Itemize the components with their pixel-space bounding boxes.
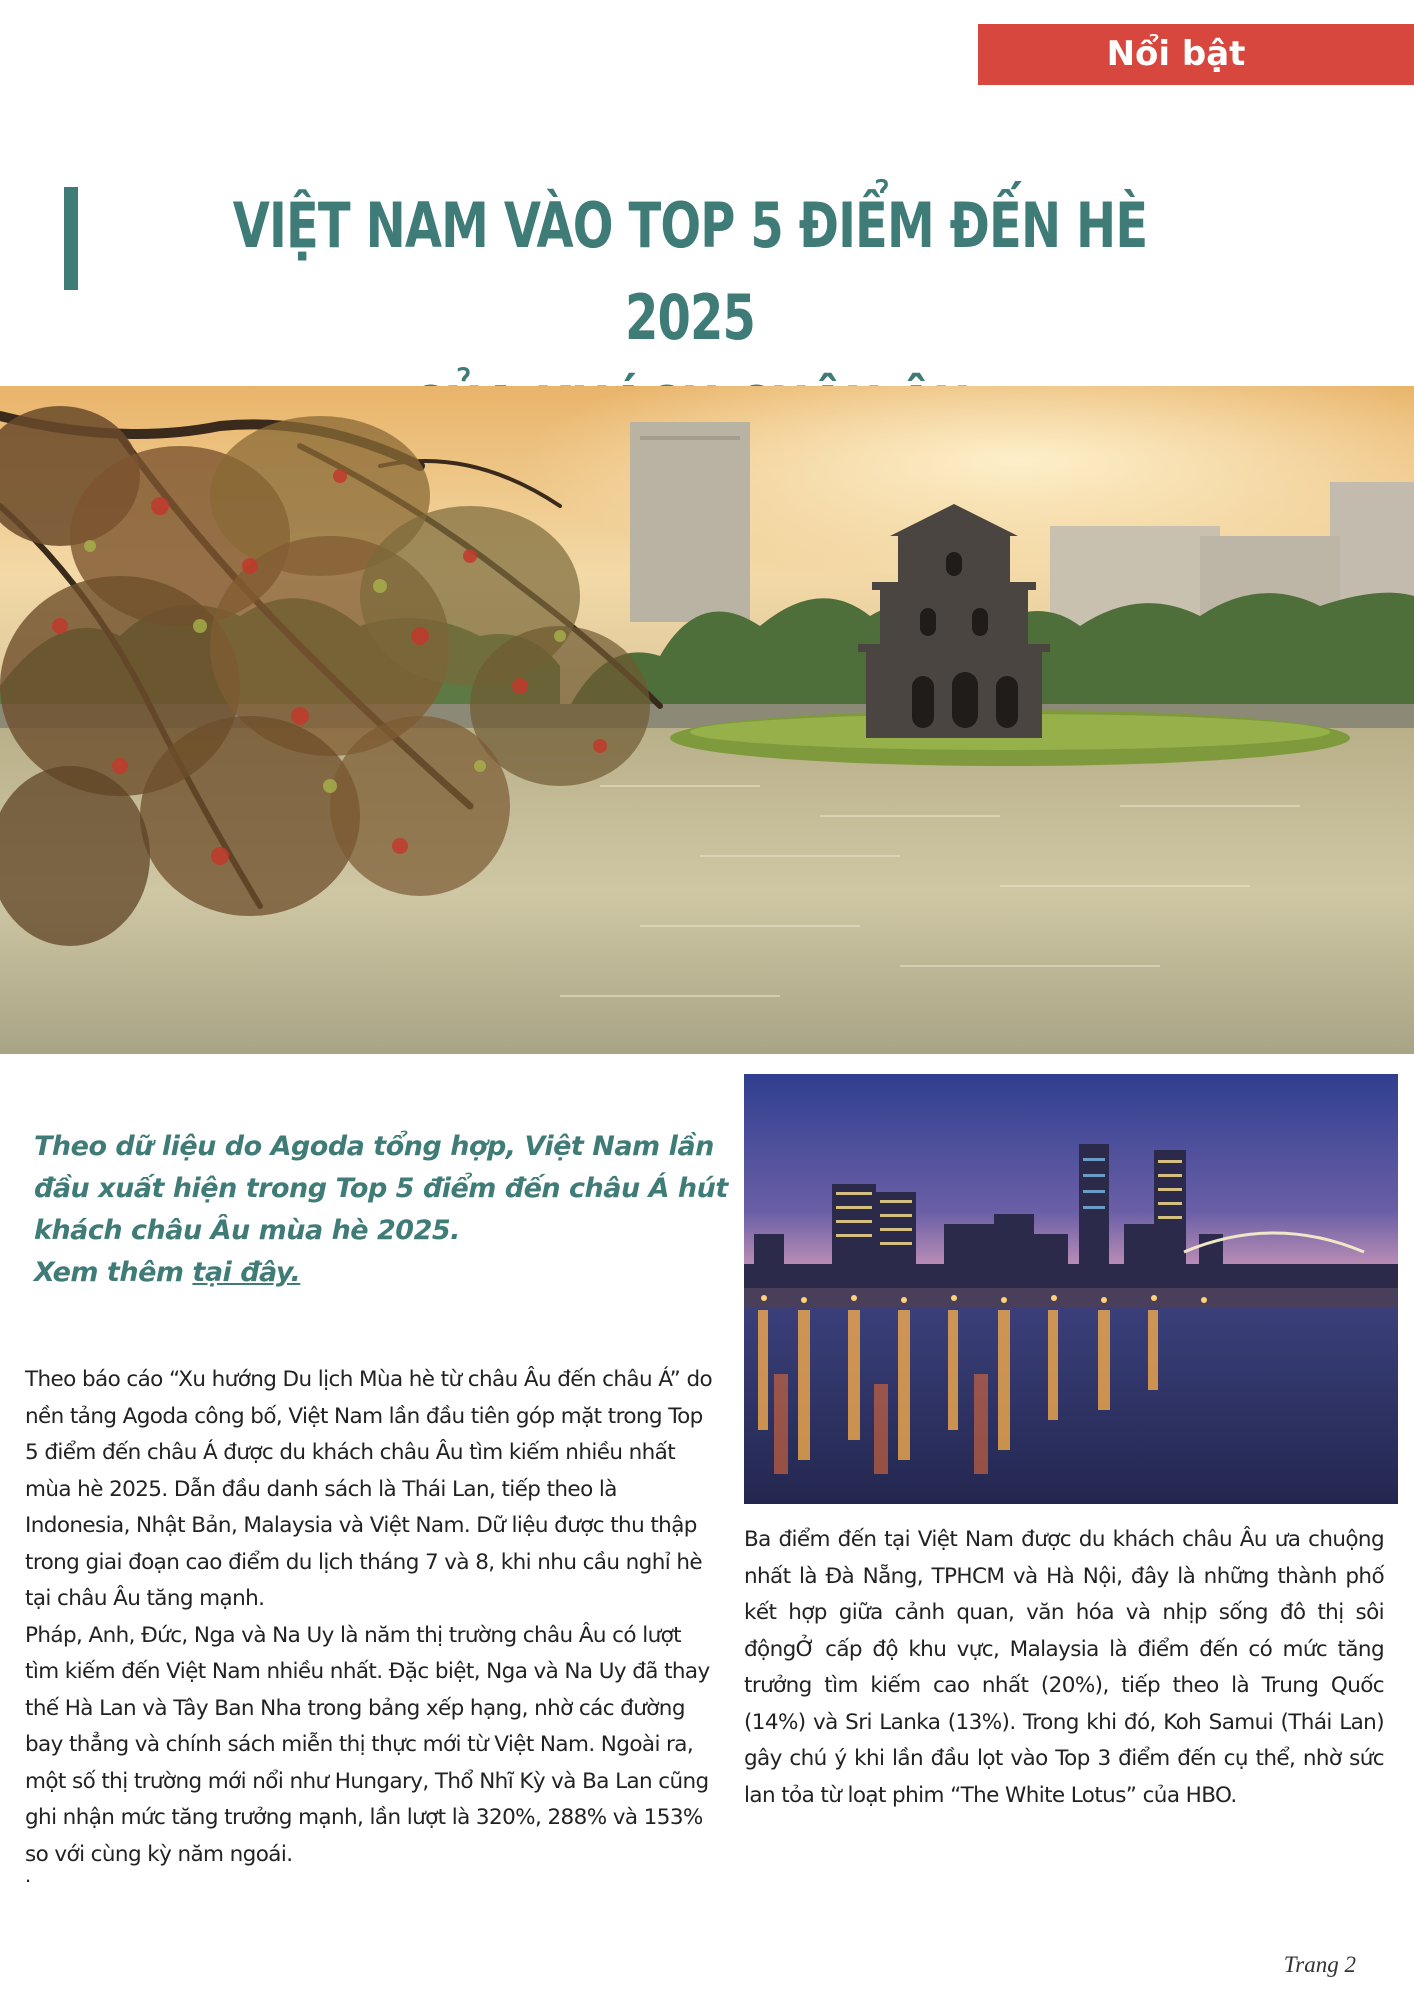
left-column — [25, 1362, 715, 1873]
page-number: Trang 2 — [1283, 1952, 1356, 1977]
title-accent-bar — [64, 187, 78, 290]
lead-text: Theo dữ liệu do Agoda tổng hợp, Việt Nam lần đầu xuất hiện trong Top 5 điểm đến châu Á hút khách châu Âu mùa hè 2025. — [34, 1131, 728, 1246]
read-more-link[interactable]: tại đây. — [192, 1257, 301, 1288]
trailing-dot: . — [25, 1862, 32, 1887]
hero-photo-hoan-kiem-lake — [0, 386, 1414, 1054]
city-night-photo — [744, 1074, 1398, 1504]
section-badge: Nổi bật — [978, 24, 1414, 85]
left-paragraph-2: Pháp, Anh, Đức, Nga và Na Uy là năm thị trường châu Âu có lượt tìm kiếm đến Việt Nam nhiều nhất. Đặc biệt, Nga và Na Uy đã thay thế Hà Lan và Tây Ban Nha trong bảng xếp hạng, nhờ các đường bay thẳng và chính sách miễn thị thực mới từ Việt Nam. Ngoài ra, một số thị trường mới nổi như Hungary, Thổ Nhĩ Kỳ và Ba Lan cũng ghi nhận mức tăng trưởng mạnh, lần lượt là 320%, 288% và 153% so với cùng kỳ năm ngoái. — [25, 1622, 710, 1867]
lead-more-prefix: Xem thêm — [34, 1257, 193, 1288]
lead-summary — [34, 1126, 736, 1294]
left-paragraph-1: Theo báo cáo “Xu hướng Du lịch Mùa hè từ châu Âu đến châu Á” do nền tảng Agoda công bố, Việt Nam lần đầu tiên góp mặt trong Top 5 điểm đến châu Á được du khách châu Âu tìm kiếm nhiều nhất mùa hè 2025. Dẫn đầu danh sách là Thái Lan, tiếp theo là Indonesia, Nhật Bản, Malaysia và Việt Nam. Dữ liệu được thu thập trong giai đoạn cao điểm du lịch tháng 7 và 8, khi nhu cầu nghỉ hè tại châu Âu tăng mạnh. — [25, 1367, 713, 1611]
title-line-1: VIỆT NAM VÀO TOP 5 ĐIỂM ĐẾN HÈ 2025 — [232, 189, 1148, 354]
right-column — [744, 1522, 1384, 1814]
right-paragraph-1: Ba điểm đến tại Việt Nam được du khách châu Âu ưa chuộng nhất là Đà Nẵng, TPHCM và Hà Nội, đây là những thành phố kết hợp giữa cảnh quan, văn hóa và nhịp sống đô thị sôi độngỞ cấp độ khu vực, Malaysia là điểm đến có mức tăng trưởng tìm kiếm cao nhất (20%), tiếp theo là Trung Quốc (14%) và Sri Lanka (13%). Trong khi đó, Koh Samui (Thái Lan) gây chú ý khi lần đầu lọt vào Top 3 điểm đến cụ thể, nhờ sức lan tỏa từ loạt phim “The White Lotus” của HBO. — [744, 1527, 1384, 1808]
